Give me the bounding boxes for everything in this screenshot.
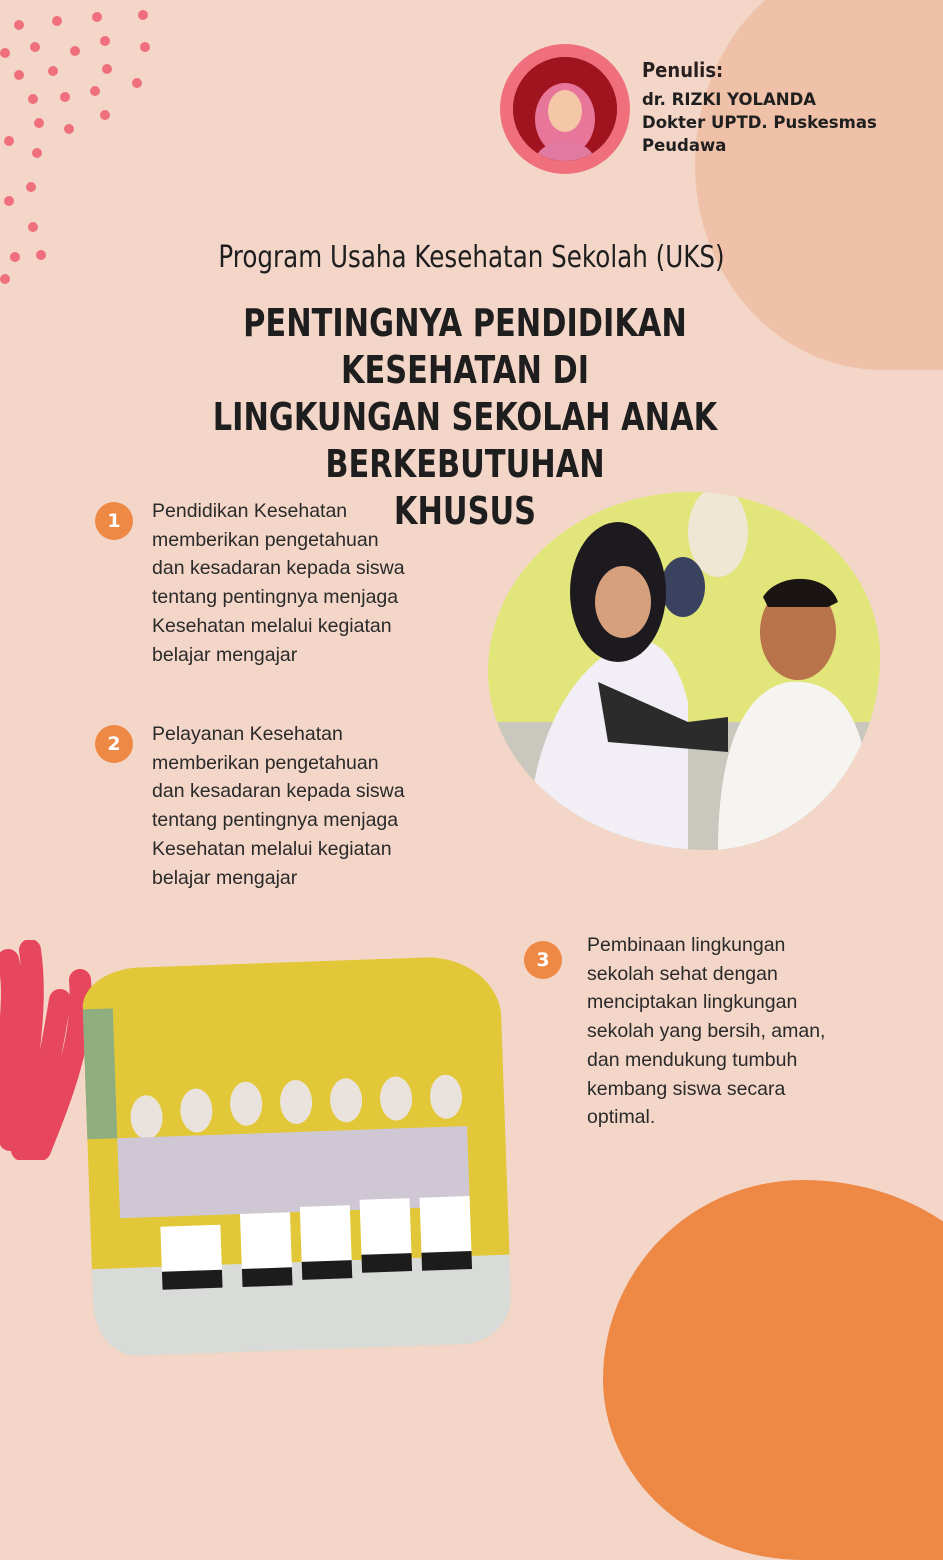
list-item-2 bbox=[152, 720, 452, 892]
list-item-1 bbox=[152, 497, 452, 669]
author-label: Penulis: bbox=[642, 58, 724, 82]
list-item-3 bbox=[587, 931, 887, 1132]
item-number-badge: 1 bbox=[95, 502, 133, 540]
item-line: tentang pentingnya menjaga bbox=[152, 586, 399, 609]
author-location: Peudawa bbox=[642, 136, 727, 155]
item-line: Pendidikan Kesehatan bbox=[152, 500, 348, 522]
author-position: Dokter UPTD. Puskesmas bbox=[642, 113, 877, 132]
photo-doctor-with-child bbox=[488, 492, 880, 850]
item-line: sekolah yang bersih, aman, bbox=[587, 1020, 826, 1043]
item-line: Kesehatan melalui kegiatan bbox=[152, 614, 392, 637]
title-line-2: LINGKUNGAN SEKOLAH ANAK BERKEBUTUHAN bbox=[212, 395, 718, 486]
item-line: dan kesadaran kepada siswa bbox=[152, 780, 405, 803]
item-line: tentang pentingnya menjaga bbox=[152, 809, 399, 832]
item-line: Kesehatan melalui kegiatan bbox=[152, 837, 392, 860]
author-avatar bbox=[513, 57, 617, 161]
item-line: memberikan pengetahuan bbox=[152, 528, 379, 551]
item-line: sekolah sehat dengan bbox=[587, 962, 778, 985]
photo-group bbox=[81, 955, 512, 1357]
item-number-badge: 3 bbox=[524, 941, 562, 979]
item-line: belajar mengajar bbox=[152, 866, 298, 889]
item-line: optimal. bbox=[587, 1106, 656, 1129]
item-line: memberikan pengetahuan bbox=[152, 751, 379, 774]
page-subtitle: Program Usaha Kesehatan Sekolah (UKS) bbox=[218, 240, 725, 275]
item-line: Pelayanan Kesehatan bbox=[152, 723, 343, 745]
item-line: dan mendukung tumbuh bbox=[587, 1048, 798, 1071]
item-line: kembang siswa secara bbox=[587, 1077, 786, 1100]
item-line: menciptakan lingkungan bbox=[587, 991, 798, 1014]
item-number-badge: 2 bbox=[95, 725, 133, 763]
author-name: dr. RIZKI YOLANDA bbox=[642, 90, 817, 109]
item-line: dan kesadaran kepada siswa bbox=[152, 557, 405, 580]
item-line: Pembinaan lingkungan bbox=[587, 934, 786, 956]
title-line-3: KHUSUS bbox=[393, 489, 537, 533]
decorative-blob-bottom-right bbox=[603, 1180, 943, 1560]
item-line: belajar mengajar bbox=[152, 643, 298, 666]
title-line-1: PENTINGNYA PENDIDIKAN KESEHATAN DI bbox=[243, 301, 687, 392]
author-info bbox=[642, 88, 902, 157]
